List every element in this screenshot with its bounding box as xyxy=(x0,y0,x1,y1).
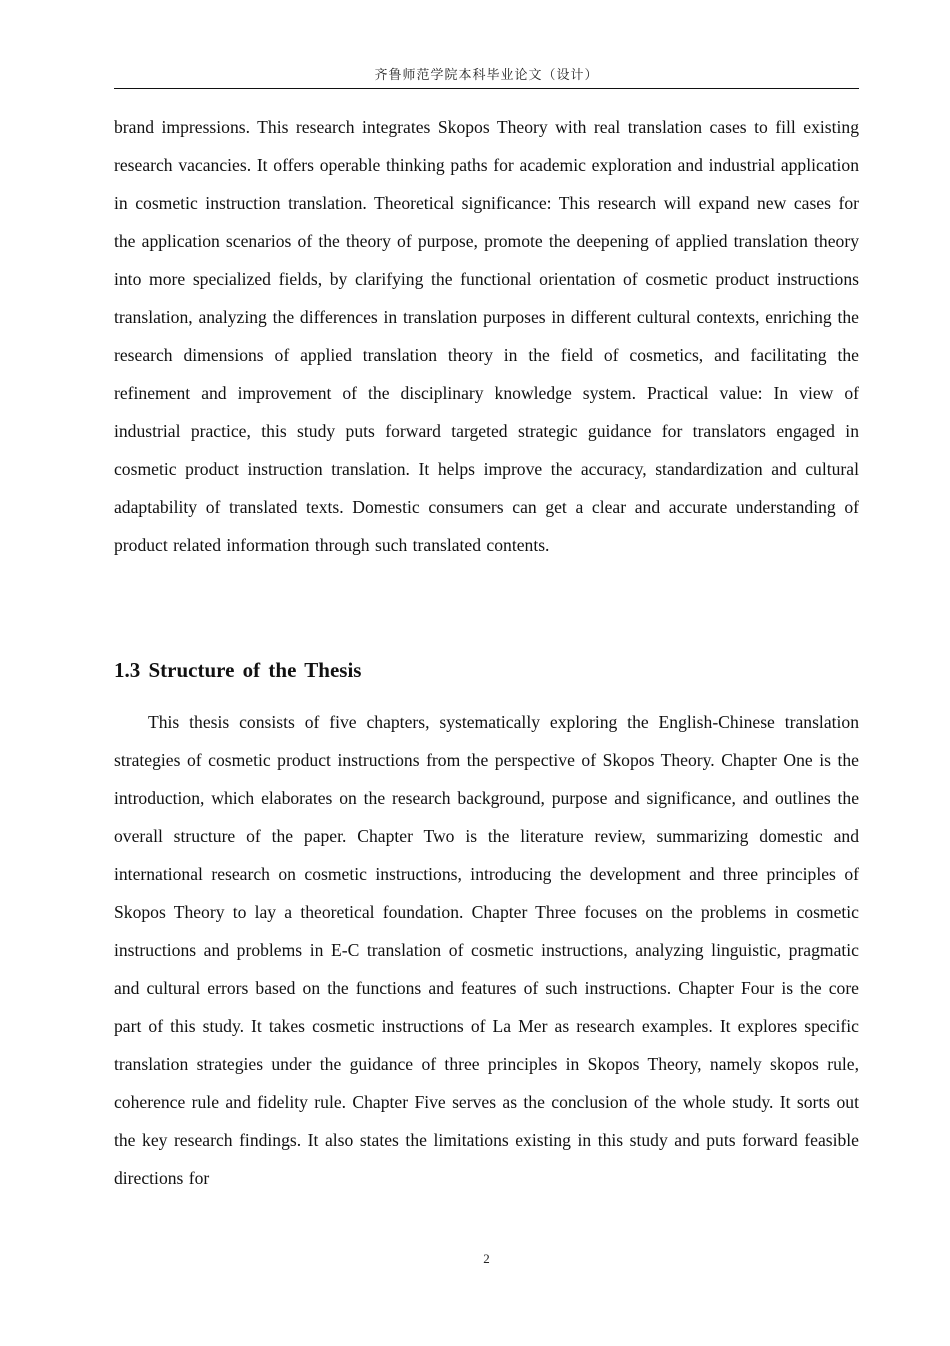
section-heading: 1.3 Structure of the Thesis xyxy=(114,658,362,682)
body-paragraph-continued: brand impressions. This research integrates Skopos Theory with real translation cases to fill existing research vacancies. It offers operable thinking paths for academic exploration and industrial application in cosmetic instruction translation. Theoretical significance: This research will expand new cases for the application scenarios of the theory of purpose, promote the deepening of applied translation theory into more specialized fields, by clarifying the functional orientation of cosmetic product instructions translation, analyzing the differences in translation purposes in different cultural contexts, enriching the research dimensions of applied translation theory in the field of cosmetics, and facilitating the refinement and improvement of the disciplinary knowledge system. Practical value: In view of industrial practice, this study puts forward targeted strategic guidance for translators engaged in cosmetic product instruction translation. It helps improve the accuracy, standardization and cultural adaptability of translated texts. Domestic consumers can get a clear and accurate understanding of product related information through such translated contents. xyxy=(114,117,859,555)
running-header: 齐鲁师范学院本科毕业论文（设计） xyxy=(374,68,599,83)
page-number: 2 xyxy=(483,1251,490,1266)
body-paragraph-structure: This thesis consists of five chapters, systematically exploring the English-Chinese translation strategies of cosmetic product instructions from the perspective of Skopos Theory. Chapter One is the introduction, which elaborates on the research background, purpose and significance, and outlines the overall structure of the paper. Chapter Two is the literature review, summarizing domestic and international research on cosmetic instructions, introducing the development and three principles of Skopos Theory to lay a theoretical foundation. Chapter Three focuses on the problems in cosmetic instructions and problems in E-C translation of cosmetic instructions, analyzing linguistic, pragmatic and cultural errors based on the functions and features of such instructions. Chapter Four is the core part of this study. It takes cosmetic instructions of La Mer as research examples. It explores specific translation strategies under the guidance of three principles in Skopos Theory, namely skopos rule, coherence rule and fidelity rule. Chapter Five serves as the conclusion of the whole study. It sorts out the key research findings. It also states the limitations existing in this study and puts forward feasible directions for xyxy=(114,712,859,1188)
header-rule xyxy=(114,88,859,89)
